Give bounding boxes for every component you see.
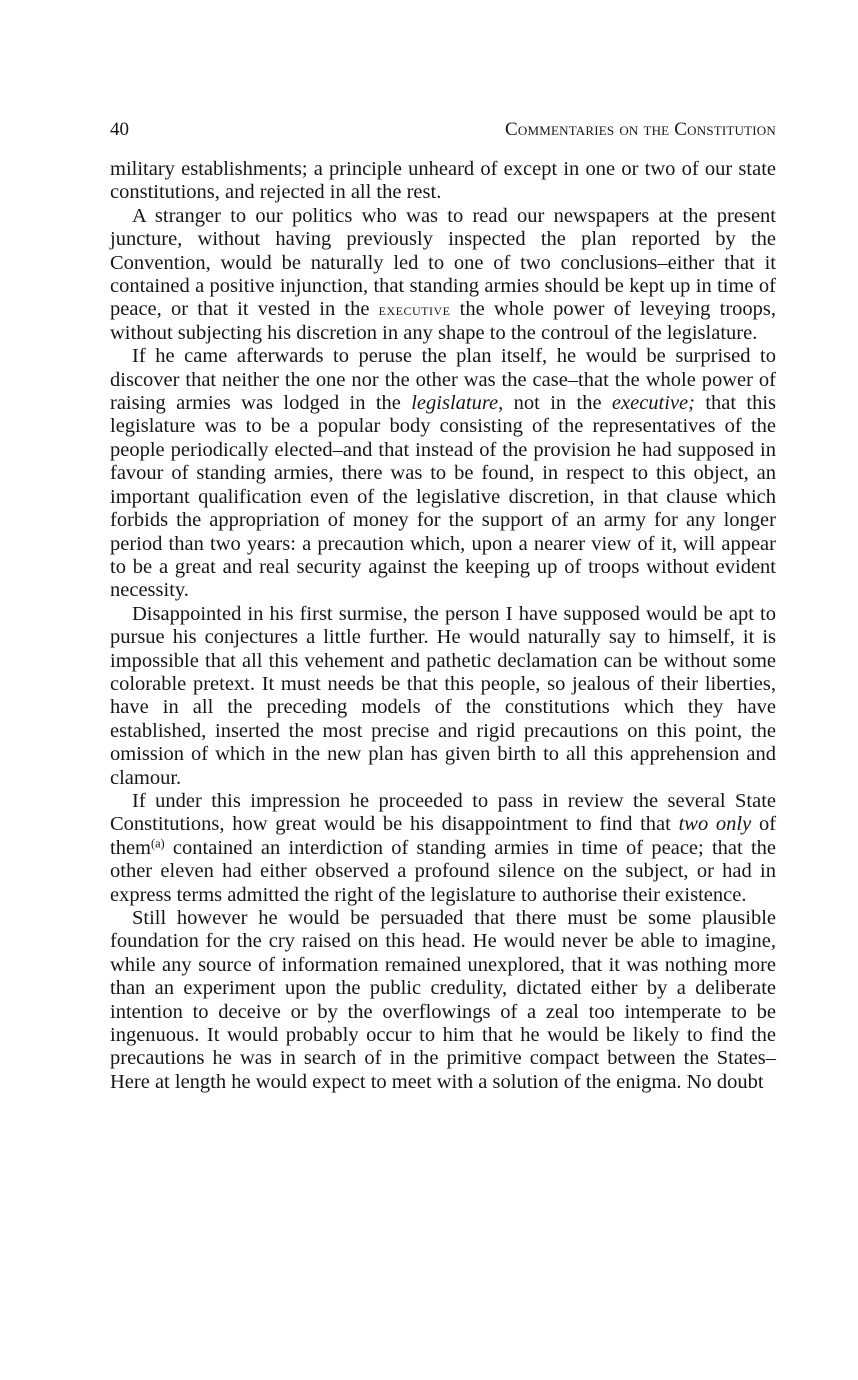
page-number: 40 — [110, 119, 129, 140]
paragraph — [110, 205, 776, 345]
small-caps-term: executive — [378, 299, 451, 320]
running-title: Commentaries on the Constitution — [505, 119, 776, 140]
paragraph-text: military establishments; a principle unheard of except in one or two of our state constitutions, and rejected in all the rest. — [110, 158, 776, 204]
italic-term: legislature, — [411, 392, 504, 415]
paragraph-text: If under this impression he proceeded to pass in review the several State Constitutions, how great would be his disappointment to find that — [110, 789, 776, 836]
paragraph — [110, 345, 776, 602]
paragraph — [110, 603, 776, 790]
running-header — [110, 118, 776, 158]
paragraph-text: A stranger to our politics who was to read our newspapers at the present juncture, without having previously inspected the plan reported by the Convention, would be naturally led to one of two conclusions–either that it contained a positive injunction, that standing armies should be kept up in time of peace, or that it vested in the — [110, 204, 776, 321]
paragraph-continuation — [110, 158, 776, 205]
footnote-marker: (a) — [151, 836, 165, 851]
paragraph — [110, 907, 776, 1094]
italic-term: two only — [678, 813, 752, 836]
body-text — [110, 158, 776, 1094]
paragraph-text: Still however he would be persuaded that there must be some plausible foundation for the cry raised on this head. He would never be able to imagine, while any source of information remained unexplored, that it was nothing more than an experiment upon the public credulity, dictated either by a deliberate intention to deceive or by the overflowings of a zeal too intemperate to be ingenuous. It would probably occur to him that he would be likely to find the precautions he was in search of in the primitive compact between the States–Here at length he would expect to meet with a solution of the enigma. No doubt — [110, 907, 776, 1093]
paragraph-text: that this legislature was to be a popular body consisting of the representatives of the people periodically elected–and that instead of the provision he had supposed in favour of standing armies, there was to be found, in respect to this object, an important qualification even of the legislative discretion, in that clause which forbids the appropriation of money for the support of an army for any longer period than two years: a precaution which, upon a nearer view of it, will appear to be a great and real security against the keeping up of troops without evident necessity. — [110, 392, 777, 602]
paragraph-text: the whole power of leveying troops, without subjecting his discretion in any shape to the controul of the legislature. — [110, 298, 776, 344]
book-page — [110, 118, 776, 1094]
paragraph-text: not in the — [513, 392, 602, 415]
italic-term: executive; — [611, 392, 695, 415]
paragraph-text: contained an interdiction of standing armies in time of peace; that the other eleven had either observed a profound silence on the subject, or had in express terms admitted the right of the legislature to authorise their existence. — [110, 836, 777, 906]
paragraph-text: If he came afterwards to peruse the plan itself, he would be surprised to discover that neither the one nor the other was the case–that the whole power of raising armies was lodged in the — [110, 345, 776, 415]
paragraph-text: Disappointed in his first surmise, the person I have supposed would be apt to pursue his conjectures a little further. He would naturally say to himself, it is impossible that all this vehement and pathetic declamation can be without some colorable pretext. It must needs be that this people, so jealous of their liberties, have in all the preceding models of the constitutions which they have established, inserted the most precise and rigid precautions on this point, the omission of which in the new plan has given birth to all this apprehension and clamour. — [110, 602, 776, 789]
paragraph — [110, 790, 776, 907]
paragraph-text: of them — [110, 813, 777, 859]
